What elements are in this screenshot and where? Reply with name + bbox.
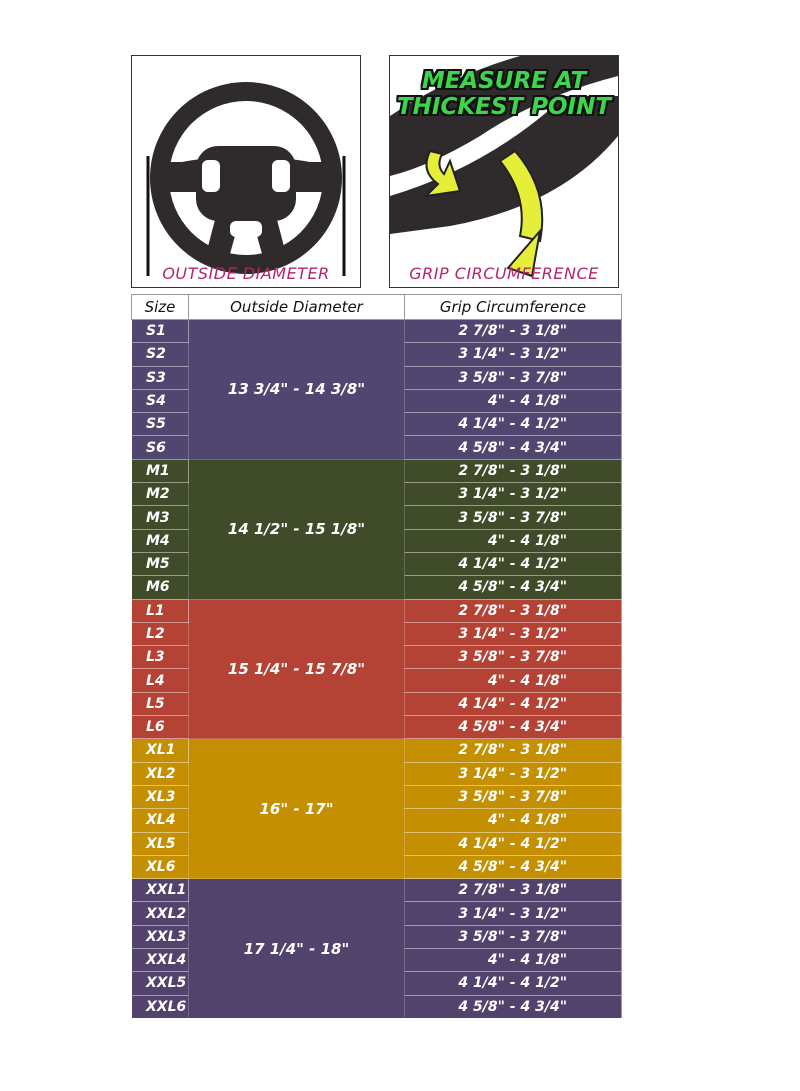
grip-circumference-cell: 4" - 4 1/8": [405, 809, 622, 832]
size-cell: L4: [132, 669, 189, 692]
size-cell: S4: [132, 389, 189, 412]
grip-circumference-cell: 4 5/8" - 4 3/4": [405, 576, 622, 599]
grip-circumference-cell: 2 7/8" - 3 1/8": [405, 599, 622, 622]
size-cell: XL1: [132, 739, 189, 762]
grip-circumference-cell: 2 7/8" - 3 1/8": [405, 739, 622, 762]
grip-circumference-cell: 4 5/8" - 4 3/4": [405, 995, 622, 1018]
size-cell: XL6: [132, 855, 189, 878]
steering-wheel-icon: [132, 56, 360, 287]
grip-circumference-cell: 4 5/8" - 4 3/4": [405, 716, 622, 739]
size-cell: M3: [132, 506, 189, 529]
size-cell: XL5: [132, 832, 189, 855]
grip-circumference-panel: [389, 55, 619, 288]
table-row: [132, 459, 622, 482]
size-cell: S6: [132, 436, 189, 459]
size-cell: XL2: [132, 762, 189, 785]
grip-circumference-cell: 4 1/4" - 4 1/2": [405, 972, 622, 995]
outside-diameter-panel: [131, 55, 361, 288]
size-cell: XXL6: [132, 995, 189, 1018]
grip-circumference-cell: 4 1/4" - 4 1/2": [405, 413, 622, 436]
size-cell: M4: [132, 529, 189, 552]
grip-circumference-cell: 4" - 4 1/8": [405, 949, 622, 972]
measure-heading-line1: MEASURE AT: [421, 68, 587, 94]
size-cell: M5: [132, 552, 189, 575]
size-cell: S2: [132, 343, 189, 366]
table-row: [132, 879, 622, 902]
size-cell: XXL1: [132, 879, 189, 902]
size-cell: XL4: [132, 809, 189, 832]
grip-circumference-cell: 4 1/4" - 4 1/2": [405, 552, 622, 575]
table-row: [132, 739, 622, 762]
size-cell: L2: [132, 622, 189, 645]
size-cell: M2: [132, 483, 189, 506]
grip-circumference-cell: 3 1/4" - 3 1/2": [405, 622, 622, 645]
header-size: Size: [132, 295, 189, 320]
table-body: [132, 320, 622, 1019]
size-cell: M6: [132, 576, 189, 599]
grip-circumference-cell: 4 1/4" - 4 1/2": [405, 832, 622, 855]
grip-circumference-caption: GRIP CIRCUMFERENCE: [409, 264, 599, 283]
grip-circumference-cell: 3 5/8" - 3 7/8": [405, 366, 622, 389]
size-chart-table: [131, 294, 622, 1019]
grip-circumference-cell: 3 1/4" - 3 1/2": [405, 902, 622, 925]
grip-circumference-cell: 4 5/8" - 4 3/4": [405, 436, 622, 459]
measure-heading-line2: THICKEST POINT: [396, 94, 612, 120]
size-cell: XXL3: [132, 925, 189, 948]
size-cell: M1: [132, 459, 189, 482]
grip-circumference-cell: 2 7/8" - 3 1/8": [405, 459, 622, 482]
grip-circumference-cell: 3 1/4" - 3 1/2": [405, 343, 622, 366]
size-cell: XXL5: [132, 972, 189, 995]
size-cell: S1: [132, 320, 189, 343]
header-grip-circumference: Grip Circumference: [405, 295, 622, 320]
outside-diameter-cell: 15 1/4" - 15 7/8": [189, 599, 405, 739]
grip-circumference-cell: 4 5/8" - 4 3/4": [405, 855, 622, 878]
table-row: [132, 599, 622, 622]
grip-circumference-cell: 2 7/8" - 3 1/8": [405, 879, 622, 902]
outside-diameter-cell: 14 1/2" - 15 1/8": [189, 459, 405, 599]
outside-diameter-cell: 16" - 17": [189, 739, 405, 879]
size-cell: L3: [132, 646, 189, 669]
size-cell: S5: [132, 413, 189, 436]
grip-circumference-cell: 3 1/4" - 3 1/2": [405, 762, 622, 785]
size-cell: L5: [132, 692, 189, 715]
size-cell: XL3: [132, 785, 189, 808]
size-cell: XXL2: [132, 902, 189, 925]
grip-circumference-cell: 4 1/4" - 4 1/2": [405, 692, 622, 715]
grip-circumference-cell: 3 5/8" - 3 7/8": [405, 506, 622, 529]
header-outside-diameter: Outside Diameter: [189, 295, 405, 320]
grip-circumference-cell: 4" - 4 1/8": [405, 529, 622, 552]
grip-circumference-cell: 3 5/8" - 3 7/8": [405, 646, 622, 669]
grip-circumference-cell: 4" - 4 1/8": [405, 669, 622, 692]
grip-circumference-cell: 4" - 4 1/8": [405, 389, 622, 412]
table-row: [132, 320, 622, 343]
grip-circumference-cell: 3 5/8" - 3 7/8": [405, 925, 622, 948]
grip-circumference-cell: 3 1/4" - 3 1/2": [405, 483, 622, 506]
size-cell: L6: [132, 716, 189, 739]
outside-diameter-cell: 13 3/4" - 14 3/8": [189, 320, 405, 460]
outside-diameter-caption: OUTSIDE DIAMETER: [162, 264, 330, 283]
grip-circumference-cell: 2 7/8" - 3 1/8": [405, 320, 622, 343]
outside-diameter-cell: 17 1/4" - 18": [189, 879, 405, 1019]
size-cell: L1: [132, 599, 189, 622]
grip-circumference-cell: 3 5/8" - 3 7/8": [405, 785, 622, 808]
size-cell: S3: [132, 366, 189, 389]
size-cell: XXL4: [132, 949, 189, 972]
table-header-row: [132, 295, 622, 320]
